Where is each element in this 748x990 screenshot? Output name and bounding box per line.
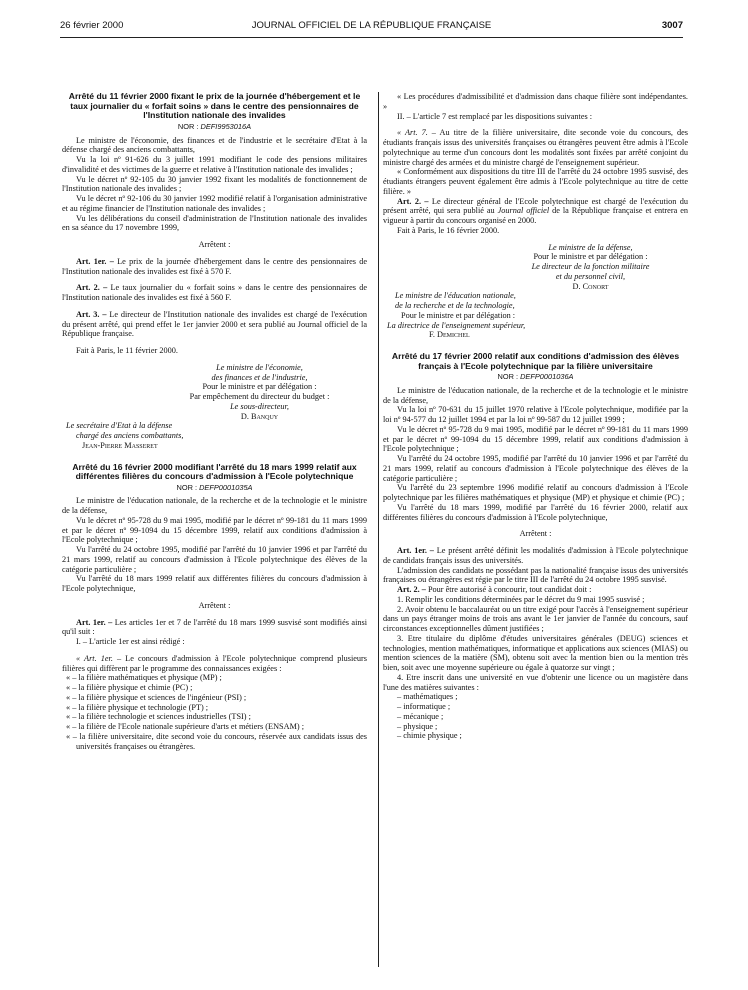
- article-label: Art. 1er. –: [76, 256, 114, 266]
- header-page-number: 3007: [661, 20, 683, 31]
- signatory-name: D. Banquy: [240, 411, 279, 421]
- nor-label: NOR :: [176, 482, 198, 492]
- list-item: – mathématiques ;: [397, 692, 458, 702]
- header-rule: [60, 37, 683, 38]
- arretent-label: Arrêtent :: [198, 600, 231, 610]
- paragraph: II. – L'article 7 est remplacé par les dispositions suivantes :: [397, 111, 593, 121]
- article-1: [383, 546, 688, 566]
- nor-label: NOR :: [177, 121, 199, 131]
- signature-line: chargé des anciens combattants,: [76, 431, 184, 441]
- article-text: Le directeur général de l'Ecole polytechnique est chargé de l'exécution du présent arrêté, qui sera publié au: [383, 196, 688, 216]
- signature-line: Le secrétaire d'Etat à la défense: [66, 421, 173, 431]
- arrete-2-title: Arrêté du 16 février 2000 modifiant l'arrêté du 18 mars 1999 relatif aux différentes filières du concours d'admission à l'Ecole polytechnique: [72, 461, 357, 482]
- nor-code: DEFP0001036A: [520, 372, 574, 382]
- paragraph: Vu l'arrêté du 24 octobre 1995, modifié par l'arrêté du 10 janvier 1996 et par l'arrêté du 21 mars 1999, relatif au concours d'admission à l'Ecole polytechnique des élèves de la catégorie particulière ;: [383, 454, 688, 483]
- article-text: Le présent arrêté définit les modalités d'admission à l'Ecole polytechnique de candidats français issus des universités.: [383, 546, 689, 565]
- signatory-name: Jean-Pierre Masseret: [82, 440, 158, 450]
- paragraph: Vu l'arrêté du 24 octobre 1995, modifié par l'arrêté du 10 janvier 1996 et par l'arrêté du 21 mars 1999, relatif au concours d'admission à l'Ecole polytechnique des élèves de la catégorie particulière ;: [62, 545, 367, 574]
- list-item: – chimie physique ;: [397, 731, 462, 741]
- signature-line: des finances et de l'industrie,: [211, 372, 308, 382]
- header-journal-title: JOURNAL OFFICIEL DE LA RÉPUBLIQUE FRANÇAISE: [251, 20, 492, 31]
- list-item: « – la filière technologie et sciences industrielles (TSI) ;: [66, 712, 251, 722]
- header-date: 26 février 2000: [60, 20, 124, 31]
- signature-line: de la recherche et de la technologie,: [395, 301, 515, 310]
- paragraph: L'admission des candidats ne possédant pas la nationalité française issus des universités françaises ou étrangères est régie par le titre III de l'arrêté du 24 octobre 1995 susvisé.: [383, 565, 688, 585]
- paragraph: Vu les délibérations du conseil d'administration de l'Institution nationale des invalides en sa séance du 17 novembre 1999,: [62, 213, 367, 233]
- signature-line: Par empêchement du directeur du budget :: [189, 392, 330, 402]
- list-item: « – la filière de l'Ecole nationale supérieure d'arts et métiers (ENSAM) ;: [66, 722, 305, 732]
- article-text: de la République française et entrera en vigueur à partir du concours organisé en 2000.: [383, 206, 688, 225]
- article-text: Les articles 1er et 7 de l'arrêté du 18 mars 1999 susvisé sont modifiés ainsi qu'il suit :: [62, 617, 368, 637]
- article-text: Au titre de la filière universitaire, dite seconde voie du concours, des étudiants français issus des universités françaises ou étrangères peuvent être admis à l'Ecole polytechnique au terme d'un concours dont les modalités sont fixées par arrêté conjoint du ministre chargé des armées et du ministre chargé de l'enseignement supérieur.: [383, 128, 688, 167]
- list-item: – informatique ;: [397, 702, 451, 712]
- quoted-article: [383, 128, 688, 167]
- article-label: « Art. 1er. –: [76, 653, 122, 663]
- arrete-1-nor: [62, 122, 367, 132]
- signature-line: Le ministre de l'économie,: [216, 362, 303, 372]
- nor-code: DEFP0001035A: [199, 482, 253, 492]
- article-label: Art. 2. –: [397, 585, 426, 595]
- list-item: « – la filière universitaire, dite second voie du concours, réservée aux candidats issus des universités françaises ou étrangères.: [66, 731, 367, 751]
- list-item: « – la filière physique et sciences de l'ingénieur (PSI) ;: [66, 692, 247, 702]
- quoted-article: [62, 654, 367, 674]
- signature-line: Le directeur de la fonction militaire: [531, 262, 650, 271]
- paragraph: « Conformément aux dispositions du titre III de l'arrêté du 24 octobre 1995 susvisé, des étudiants étrangers peuvent également être admis à l'Ecole polytechnique au titre de cette filière. »: [383, 167, 688, 196]
- arrete-3-title: Arrêté du 17 février 2000 relatif aux conditions d'admission des élèves français à l'Ecole polytechnique par la filière universitaire: [391, 351, 680, 371]
- paragraph: Vu le décret nº 95-728 du 9 mai 1995, modifié par le décret nº 99-181 du 11 mars 1999 et par le décret nº 99-1094 du 15 décembre 1999, relatif aux conditions d'admission à l'Ecole polytechnique ;: [383, 424, 688, 454]
- column-divider: [378, 92, 379, 967]
- article-label: Art. 1er. –: [397, 546, 434, 556]
- article-2: [383, 585, 688, 595]
- paragraph: « Les procédures d'admissibilité et d'admission dans chaque filière sont indépendantes. »: [383, 92, 688, 111]
- signatory-name: F. Demichel: [429, 330, 470, 340]
- signature-line: Pour le ministre et par délégation :: [202, 382, 317, 392]
- signature-line: Le sous-directeur,: [230, 401, 289, 411]
- paragraph: Vu le décret nº 92-106 du 30 janvier 1992 modifié relatif à l'organisation administrative et au régime financier de l'Institution nationale des invalides ;: [62, 194, 367, 213]
- signature-line: La directrice de l'enseignement supérieur,: [387, 320, 526, 330]
- article-text: Pour être autorisé à concourir, tout candidat doit :: [427, 585, 592, 595]
- paragraph: Le ministre de l'éducation nationale, de la recherche et de la technologie et le ministre de la défense,: [383, 385, 688, 405]
- paragraph: Le ministre de l'éducation nationale, de la recherche et de la technologie et le ministre de la défense,: [62, 496, 367, 516]
- paragraph: Vu le décret nº 92-105 du 30 janvier 1992 fixant les modalités de fonctionnement de l'Institution nationale des invalides ;: [62, 174, 367, 194]
- right-column: [383, 92, 688, 741]
- arrete-3-nor: [383, 372, 688, 382]
- arrete-1-title: Arrêté du 11 février 2000 fixant le prix de la journée d'hébergement et le taux journalier du « forfait soins » dans le centre des pensionnaires de l'Institution nationale des invalides: [68, 91, 361, 121]
- paragraph: Vu l'arrêté du 23 septembre 1996 modifié relatif au concours d'admission à l'Ecole polytechnique par les filières mathématiques et physique (MP) et physique et chimie (PC) ;: [383, 483, 688, 503]
- paragraph: Vu la loi nº 70-631 du 15 juillet 1970 relative à l'Ecole polytechnique, modifiée par la loi nº 94-577 du 12 juillet 1994 et par la loi nº 99-587 du 12 juillet 1999 ;: [383, 405, 688, 425]
- article-label: Art. 2. –: [397, 196, 429, 206]
- condition-item: 2. Avoir obtenu le baccalauréat ou un titre exigé pour l'accès à l'enseignement supérieur dans un pays étranger moins de trois ans avant le 1er janvier de l'année du concours, sauf circonstances exceptionnelles dûment justifiées ;: [383, 604, 688, 634]
- list-item: – physique ;: [397, 721, 438, 731]
- condition-item: 1. Remplir les conditions déterminées par le décret du 9 mai 1995 susvisé ;: [397, 594, 645, 604]
- signature-line: et du personnel civil,: [555, 271, 626, 281]
- paragraph: Vu le décret nº 95-728 du 9 mai 1995, modifié par le décret nº 99-181 du 11 mars 1999 et par le décret nº 99-1094 du 15 décembre 1999, relatif aux conditions d'admission à l'Ecole polytechnique ;: [62, 515, 367, 545]
- arretent-label: Arrêtent :: [198, 240, 231, 250]
- article-2: [383, 197, 688, 226]
- arrete-2-nor: [62, 483, 367, 493]
- paragraph: Vu l'arrêté du 18 mars 1999, modifié par l'arrêté du 16 février 2000, relatif aux différentes filières du concours d'admission à l'Ecole polytechnique,: [383, 502, 688, 522]
- condition-item: 3. Etre titulaire du diplôme d'études universitaires générales (DEUG) sciences et technologies, mention mathématiques, informatique et applications aux sciences (MIAS) ou mention sciences de la matière (SM), obtenu soit avec la mention bien ou la mention très bien, soit avec une moyenne supérieure ou égale à quatorze sur vingt ;: [383, 633, 688, 673]
- article-label: Art. 2. –: [76, 283, 108, 293]
- signature-line: Pour le ministre et par délégation :: [401, 310, 516, 320]
- article-1: [62, 257, 367, 277]
- paragraph: Vu l'arrêté du 18 mars 1999 relatif aux différentes filières du concours d'admission à l'Ecole polytechnique,: [62, 574, 367, 594]
- article-3: [62, 310, 367, 339]
- paragraph: I. – L'article 1er est ainsi rédigé :: [76, 637, 185, 647]
- signature-line: Le ministre de la défense,: [548, 242, 633, 252]
- signature-line: Pour le ministre et par délégation :: [533, 252, 648, 262]
- fait-a-paris: Fait à Paris, le 11 février 2000.: [76, 346, 178, 356]
- signature-line: Le ministre de l'éducation nationale,: [395, 291, 516, 301]
- fait-a-paris: Fait à Paris, le 16 février 2000.: [397, 225, 500, 235]
- left-column: [62, 92, 367, 751]
- nor-code: DEFI9953016A: [200, 121, 252, 131]
- article-label: Art. 3. –: [76, 309, 107, 319]
- page-header: [60, 20, 683, 34]
- paragraph: Le ministre de l'économie, des finances et de l'industrie et le secrétaire d'Etat à la défense chargé des anciens combattants,: [62, 135, 367, 155]
- article-text: Le concours d'admission à l'Ecole polytechnique comprend plusieurs filières qui diffèrent par le programme des connaissances exigées :: [62, 653, 367, 673]
- list-item: « – la filière physique et technologie (PT) ;: [66, 702, 209, 712]
- list-item: « – la filière mathématiques et physique (MP) ;: [66, 673, 222, 683]
- list-item: « – la filière physique et chimie (PC) ;: [66, 683, 193, 693]
- signatory-name: D. Conort: [572, 281, 609, 291]
- article-label: Art. 1er. –: [76, 617, 113, 627]
- article-text: Le taux journalier du « forfait soins » dans le centre des pensionnaires de l'Institution nationale des invalides est fixé à 560 F.: [62, 283, 367, 303]
- article-1: [62, 618, 367, 638]
- paragraph: Vu la loi nº 91-626 du 3 juillet 1991 modifiant le code des pensions militaires d'invalidité et des victimes de la guerre et relative à l'Institution nationale des invalides ;: [62, 155, 367, 174]
- nor-label: NOR :: [497, 372, 519, 382]
- list-item: – mécanique ;: [397, 711, 444, 721]
- article-text: Le directeur de l'Institution nationale des invalides est chargé de l'exécution du présent arrêté, qui prend effet le 1er janvier 2000 et sera publié au Journal officiel de la République française.: [62, 309, 367, 339]
- article-2: [62, 283, 367, 303]
- arretent-label: Arrêtent :: [519, 529, 552, 539]
- article-text: Le prix de la journée d'hébergement dans le centre des pensionnaires de l'Institution nationale des invalides est fixé à 570 F.: [62, 256, 368, 276]
- article-label: « Art. 7. –: [397, 128, 436, 138]
- condition-item: 4. Etre inscrit dans une université en vue d'obtenir une licence ou un magistère dans l'une des matières suivantes :: [383, 672, 688, 692]
- journal-officiel-ref: Journal officiel: [497, 206, 550, 216]
